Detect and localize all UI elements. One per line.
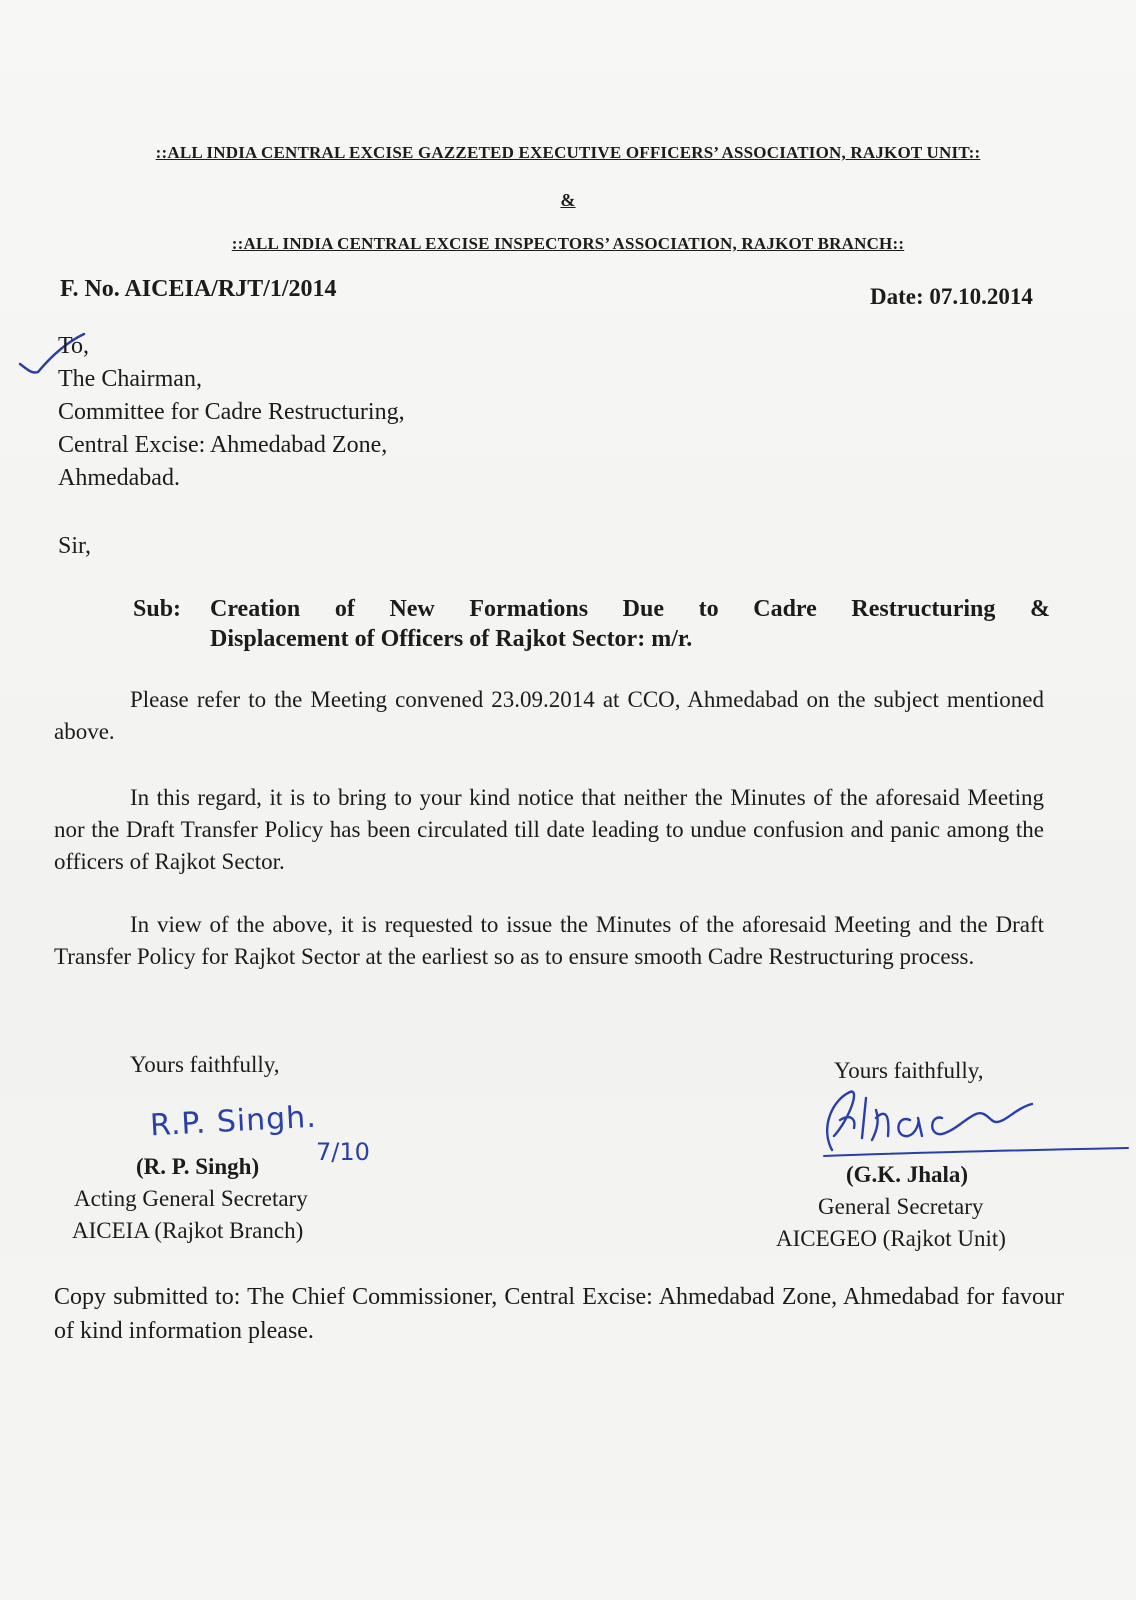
right-signatory-name: (G.K. Jhala): [846, 1162, 969, 1187]
right-signatory-title: General Secretary: [818, 1194, 984, 1219]
copy-submitted-to: Copy submitted to: The Chief Commissioner, Central Excise: Ahmedabad Zone, Ahmedabad for favour of kind information please.: [54, 1284, 1064, 1344]
left-handwritten-signature: R.P. Singh.: [149, 1099, 318, 1144]
header-association-2: ::ALL INDIA CENTRAL EXCISE INSPECTORS’ ASSOCIATION, RAJKOT BRANCH::: [231, 234, 905, 253]
recipient-to: To,: [58, 333, 89, 359]
paragraph-3: In view of the above, it is requested to issue the Minutes of the aforesaid Meeting and the Draft Transfer Policy for Rajkot Sector at the earliest so as to ensure smooth Cadre Restructuring process.: [54, 912, 1044, 969]
recipient-line-4: Ahmedabad.: [58, 465, 180, 491]
salutation: Sir,: [58, 533, 92, 559]
right-signature-scribble: [810, 1078, 1130, 1168]
recipient-line-3: Central Excise: Ahmedabad Zone,: [58, 432, 388, 458]
left-handwritten-date: 7/10: [316, 1138, 370, 1166]
header-association-1: ::ALL INDIA CENTRAL EXCISE GAZZETED EXECUTIVE OFFICERS’ ASSOCIATION, RAJKOT UNIT::: [155, 143, 981, 162]
file-number: F. No. AICEIA/RJT/1/2014: [60, 276, 337, 302]
left-signatory-org: AICEIA (Rajkot Branch): [72, 1218, 304, 1243]
right-signatory-org: AICEGEO (Rajkot Unit): [776, 1226, 1006, 1251]
subject-label: Sub:: [133, 596, 182, 622]
subject-line-1: Creation of New Formations Due to Cadre Restructuring &: [210, 596, 1050, 622]
recipient-line-2: Committee for Cadre Restructuring,: [58, 399, 405, 425]
paragraph-2: In this regard, it is to bring to your kind notice that neither the Minutes of the aforesaid Meeting nor the Draft Transfer Policy has been circulated till date leading to undue confusion and panic among the officers of Rajkot Sector.: [54, 785, 1044, 874]
header-ampersand: &: [560, 190, 576, 210]
recipient-line-1: The Chairman,: [58, 366, 202, 392]
left-signatory-name: (R. P. Singh): [136, 1154, 260, 1179]
letter-date: Date: 07.10.2014: [870, 284, 1033, 309]
paragraph-1: Please refer to the Meeting convened 23.09.2014 at CCO, Ahmedabad on the subject mentioned above.: [54, 687, 1044, 744]
subject-line-2: Displacement of Officers of Rajkot Sector: m/r.: [210, 626, 693, 652]
left-closing: Yours faithfully,: [130, 1052, 280, 1077]
left-signatory-title: Acting General Secretary: [74, 1186, 308, 1211]
right-closing: Yours faithfully,: [834, 1058, 984, 1083]
recipient-block: [58, 330, 405, 495]
